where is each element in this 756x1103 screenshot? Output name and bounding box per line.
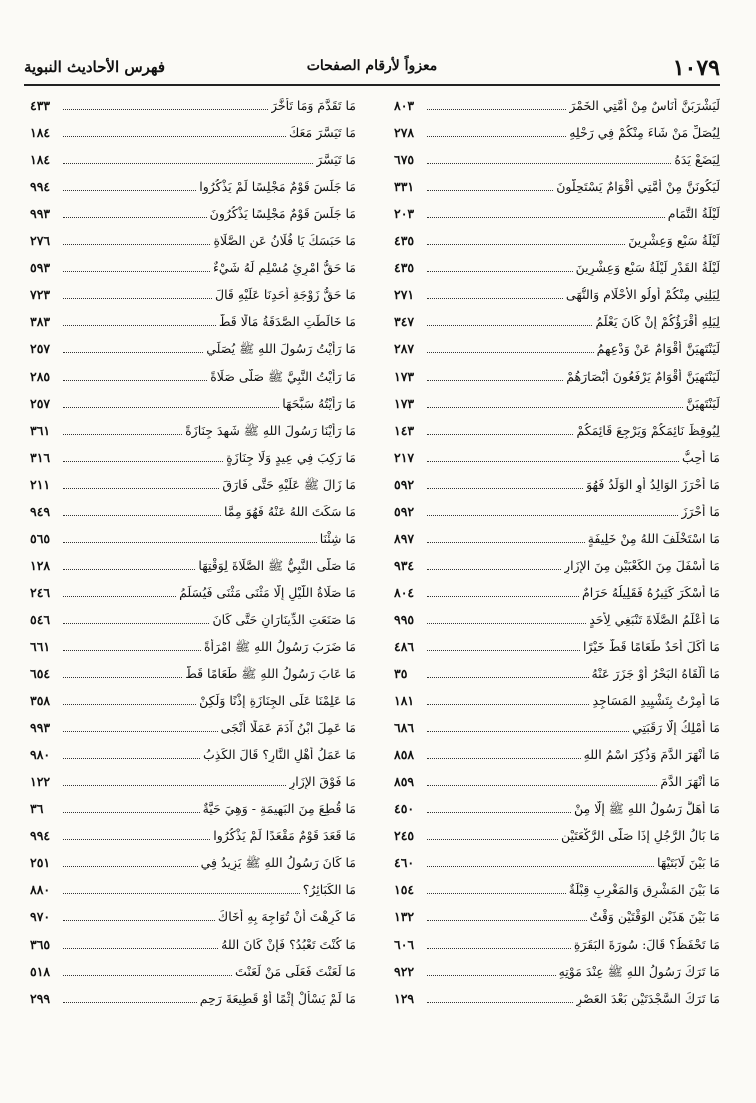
page-reference: ٩٩٤ (30, 179, 51, 195)
hadith-incipit: لَيَكُونَنَّ مِنْ أُمَّتِي أَقْوَامٌ يَسْتَحِلُّونَ (556, 179, 720, 195)
index-entry (30, 576, 356, 603)
hadith-incipit: لِيَضَعْ يَدَهُ (674, 152, 720, 168)
index-entry (30, 441, 356, 468)
hadith-incipit: مَا جَلَسَ قَوْمٌ مَجْلِسًا لَمْ يَذْكُرُوا (199, 179, 356, 195)
index-entry (394, 332, 720, 359)
hadith-incipit: مَا عَلِمْنَا عَلَى الجِنَازَةِ إِذْنًا وَلَكِنْ (199, 693, 356, 709)
page-reference: ٩٩٣ (30, 206, 51, 222)
hadith-incipit: مَا أَحْرَزَ الوَالِدُ أَوِ الوَلَدُ فَهُوَ (586, 476, 720, 492)
index-entry (394, 711, 720, 738)
index-entry (394, 549, 720, 576)
leader-dots (63, 136, 286, 137)
index-entry (30, 603, 356, 630)
page-reference: ٢٥٧ (30, 341, 51, 357)
index-entry (30, 630, 356, 657)
page-header (24, 54, 720, 86)
index-entry (30, 549, 356, 576)
header-section-title: فهرس الأحاديث النبوية (24, 58, 166, 76)
leader-dots (427, 407, 683, 408)
page-reference: ٢٨٥ (30, 368, 51, 384)
page-reference: ٩٩٣ (30, 720, 51, 736)
index-column-right (394, 89, 720, 1009)
index-entry (394, 414, 720, 441)
page-reference: ٨٥٨ (394, 747, 415, 763)
leader-dots (63, 190, 196, 191)
page-reference: ٩٧٠ (30, 909, 51, 925)
hadith-incipit: مَا أَحْرَزَ (681, 503, 720, 519)
index-entry (394, 927, 720, 954)
hadith-incipit: لَيْلَةُ القَدْرِ لَيْلَةُ سَبْعٍ وَعِشْرِينَ (575, 260, 720, 276)
page-reference: ٥٩٢ (394, 503, 415, 519)
leader-dots (63, 515, 221, 516)
index-entry (30, 414, 356, 441)
index-entry (30, 197, 356, 224)
leader-dots (427, 380, 563, 381)
page-reference: ٨٠٣ (394, 98, 415, 114)
index-entry (30, 765, 356, 792)
hadith-incipit: لَيْلَةُ التَّمَامِ (667, 206, 720, 222)
leader-dots (427, 515, 678, 516)
leader-dots (63, 948, 218, 949)
index-entry (30, 846, 356, 873)
hadith-incipit: مَا قُطِعَ مِنَ البَهِيمَةِ - وَهِيَ حَيَّةٌ (202, 801, 356, 817)
hadith-incipit: لِيَلِهِ أَقْرَؤُكُمْ إِنْ كَانَ يَعْلَمُ (595, 314, 720, 330)
page-reference: ١٢٨ (30, 557, 51, 573)
index-entry (394, 143, 720, 170)
page-reference: ٢٥١ (30, 855, 51, 871)
leader-dots (427, 650, 580, 651)
index-entry (30, 657, 356, 684)
leader-dots (63, 109, 268, 110)
index-entry (394, 116, 720, 143)
page-reference: ٨٩٧ (394, 530, 415, 546)
leader-dots (427, 217, 665, 218)
hadith-incipit: مَا أَسْفَلَ مِنَ الكَعْبَيْنِ مِنَ الإِزَارِ (564, 557, 720, 573)
page-reference: ٩٤٩ (30, 503, 51, 519)
index-entry (30, 495, 356, 522)
hadith-incipit: لَيَشْرَبَنَّ أُنَاسٌ مِنْ أُمَّتِي الخَمْرَ (569, 98, 720, 114)
index-entry (394, 630, 720, 657)
page-reference: ١٧٣ (394, 368, 415, 384)
page-reference: ٩٢٢ (394, 963, 415, 979)
hadith-incipit: مَا كَانَ رَسُولُ اللهِ ﷺ يَزِيدُ فِي (200, 855, 356, 871)
leader-dots (63, 812, 200, 813)
index-entry (30, 738, 356, 765)
page-reference: ١٣٢ (394, 909, 415, 925)
index-entry (30, 224, 356, 251)
index-entry (394, 955, 720, 982)
hadith-incipit: مَا بَيْنَ لَابَتَيْهَا (657, 855, 720, 871)
index-entry (30, 711, 356, 738)
page-reference: ٢٧٦ (30, 233, 51, 249)
page-reference: ٩٩٥ (394, 611, 415, 627)
page-reference: ١٨٤ (30, 152, 51, 168)
hadith-incipit: مَا أَلْقَاهُ البَحْرُ أَوْ جَزَرَ عَنْهُ (591, 666, 720, 682)
page-reference: ١٧٣ (394, 395, 415, 411)
leader-dots (427, 325, 592, 326)
page-reference: ٢٤٦ (30, 584, 51, 600)
index-entry (30, 792, 356, 819)
hadith-incipit: مَا ضَرَبَ رَسُولُ اللهِ ﷺ امْرَأَةً (203, 638, 356, 654)
index-entry (30, 522, 356, 549)
hadith-incipit: مَا لَمْ يَسْأَلْ إِثْمًا أَوْ قَطِيعَةَ رَحِمٍ (199, 990, 356, 1006)
page-reference: ١٢٩ (394, 990, 415, 1006)
leader-dots (427, 1002, 573, 1003)
hadith-incipit: مَا صَنَعَتِ الدِّينَارَانِ حَتَّى كَانَ (212, 611, 356, 627)
hadith-incipit: مَا رَأَيْتُ النَّبِيَّ ﷺ صَلَّى صَلَاةً (210, 368, 356, 384)
leader-dots (63, 731, 218, 732)
index-entry (394, 576, 720, 603)
hadith-incipit: لَيَنْتَهِيَنَّ (685, 395, 720, 411)
leader-dots (63, 163, 313, 164)
page-reference: ٦٨٦ (394, 720, 415, 736)
index-entry (30, 955, 356, 982)
hadith-incipit: مَا أَهَلَّ رَسُولُ اللهِ ﷺ إِلَّا مِنْ (574, 801, 720, 817)
hadith-incipit: مَا أُحِبُّ (682, 449, 720, 465)
index-entry (30, 116, 356, 143)
page-reference: ٥١٨ (30, 963, 51, 979)
leader-dots (63, 623, 209, 624)
leader-dots (63, 1002, 197, 1003)
hadith-incipit: مَا أَمْلِكُ إِلَّا رَقَبَتِي (632, 720, 720, 736)
leader-dots (427, 136, 566, 137)
leader-dots (427, 758, 581, 759)
hadith-incipit: لَيْلَةُ سَبْعٍ وَعِشْرِينَ (628, 233, 720, 249)
page-reference: ٤٥٠ (394, 801, 415, 817)
leader-dots (427, 596, 579, 597)
hadith-incipit: مَا قَعَدَ قَوْمٌ مَقْعَدًا لَمْ يَذْكُرُوا (213, 828, 356, 844)
hadith-incipit: مَا كُنْتَ تَعْبُدُ؟ فَإِنْ كَانَ اللهُ (221, 936, 356, 952)
index-entry (30, 251, 356, 278)
index-entry (30, 359, 356, 386)
page-reference: ٨٠٤ (394, 584, 415, 600)
index-entry (394, 684, 720, 711)
index-entry (30, 332, 356, 359)
leader-dots (63, 785, 286, 786)
page-reference: ٥٩٣ (30, 260, 51, 276)
hadith-incipit: مَا أَسْكَرَ كَثِيرُهُ فَقَلِيلُهُ حَرَامٌ (582, 584, 720, 600)
index-entry (394, 468, 720, 495)
leader-dots (63, 650, 201, 651)
hadith-incipit: مَا شِئْنَا (319, 530, 356, 546)
page-reference: ٦٠٦ (394, 936, 415, 952)
page-reference: ٥٤٦ (30, 611, 51, 627)
index-entry (394, 278, 720, 305)
page-reference: ٢٧١ (394, 287, 415, 303)
page-reference: ٣٣١ (394, 179, 415, 195)
leader-dots (63, 596, 176, 597)
index-entry (394, 873, 720, 900)
leader-dots (63, 461, 223, 462)
index-entry (30, 927, 356, 954)
index-entry (394, 765, 720, 792)
leader-dots (63, 920, 215, 921)
hadith-incipit: مَا فَوْقَ الإِزَارِ (289, 774, 356, 790)
leader-dots (63, 407, 279, 408)
index-entry (394, 251, 720, 278)
leader-dots (63, 839, 210, 840)
page-reference: ٢١١ (30, 476, 51, 492)
hadith-incipit: مَا الكَبَائِرُ؟ (302, 882, 356, 898)
index-entry (394, 224, 720, 251)
hadith-incipit: مَا أَنْهَرَ الدَّمَ (660, 774, 720, 790)
page-reference: ٢١٧ (394, 449, 415, 465)
page-reference: ٥٦٥ (30, 530, 51, 546)
index-entry (394, 170, 720, 197)
page-reference: ٩٩٤ (30, 828, 51, 844)
index-entry (394, 846, 720, 873)
hadith-incipit: مَا بَيْنَ المَشْرِقِ وَالمَغْرِبِ قِبْلَةٌ (568, 882, 720, 898)
index-entry (30, 873, 356, 900)
hadith-incipit: مَا تَيَسَّرَ (316, 152, 356, 168)
page-reference: ٦٥٤ (30, 666, 51, 682)
leader-dots (427, 785, 657, 786)
index-entry (394, 359, 720, 386)
leader-dots (427, 542, 585, 543)
leader-dots (63, 325, 216, 326)
page-reference: ٦٧٥ (394, 152, 415, 168)
hadith-incipit: مَا تَقَدَّمَ وَمَا تَأَخَّرَ (271, 98, 356, 114)
leader-dots (63, 244, 210, 245)
index-entry (394, 522, 720, 549)
page-reference: ١٤٣ (394, 422, 415, 438)
leader-dots (427, 163, 671, 164)
page-reference: ٤٣٣ (30, 98, 51, 114)
leader-dots (427, 948, 571, 949)
page-reference: ٢٩٩ (30, 990, 51, 1006)
hadith-incipit: مَا صَلَّى النَّبِيُّ ﷺ الصَّلَاةَ لِوَقْتِهَا (198, 557, 356, 573)
hadith-incipit: لِيُوقِظَ نَائِمَكُمْ وَيَرْجِعَ قَائِمَكُمْ (576, 422, 720, 438)
page-reference: ١٨١ (394, 693, 415, 709)
hadith-incipit: مَا تَحْفَظُ؟ قَالَ: سُورَةَ البَقَرَةِ (573, 936, 720, 952)
hadith-incipit: مَا عَابَ رَسُولُ اللهِ ﷺ طَعَامًا قَطُّ (185, 666, 356, 682)
page-reference: ٣٦١ (30, 422, 51, 438)
hadith-incipit: مَا حَبَسَكَ يَا فُلَانُ عَنِ الصَّلَاةِ (213, 233, 356, 249)
index-entry (30, 305, 356, 332)
index-entry (394, 982, 720, 1009)
hadith-incipit: مَا أَنْهَرَ الدَّمَ وَذُكِرَ اسْمُ اللهِ (583, 747, 720, 763)
leader-dots (427, 461, 679, 462)
page-reference: ٤٣٥ (394, 260, 415, 276)
leader-dots (427, 839, 558, 840)
leader-dots (63, 298, 212, 299)
page-reference: ٣١٦ (30, 449, 51, 465)
index-entry (394, 819, 720, 846)
leader-dots (427, 271, 573, 272)
page-reference: ٨٨٠ (30, 882, 51, 898)
index-entry (30, 982, 356, 1009)
hadith-incipit: مَا بَيْنَ هَذَيْنِ الوَقْتَيْنِ وَقْتٌ (589, 909, 720, 925)
leader-dots (63, 569, 195, 570)
leader-dots (63, 542, 317, 543)
hadith-incipit: مَا سَكَتَ اللهُ عَنْهُ فَهُوَ مِمَّا (223, 503, 356, 519)
index-entry (30, 143, 356, 170)
page-reference: ٢٠٣ (394, 206, 415, 222)
page-reference: ٢٤٥ (394, 828, 415, 844)
leader-dots (427, 975, 556, 976)
hadith-incipit: مَا رَأَيْتُهُ سَبَّحَهَا (282, 395, 356, 411)
leader-dots (427, 298, 563, 299)
page-reference: ٣٦٥ (30, 936, 51, 952)
page-reference: ٣٨٣ (30, 314, 51, 330)
leader-dots (63, 434, 182, 435)
page-reference: ٧٢٣ (30, 287, 51, 303)
leader-dots (63, 704, 196, 705)
leader-dots (427, 866, 654, 867)
hadith-incipit: مَا تَيَسَّرَ مَعَكَ (288, 125, 356, 141)
hadith-incipit: مَا أَعْلَمُ الصَّلَاةَ تَنْبَغِي لِأَحَدٍ (589, 611, 720, 627)
leader-dots (63, 758, 200, 759)
index-entry (30, 170, 356, 197)
hadith-incipit: مَا رَكِبَ فِي عِيدٍ وَلَا جِنَازَةٍ (226, 449, 356, 465)
hadith-incipit: مَا رَأَيْتُ رَسُولَ اللهِ ﷺ يُصَلِّي (206, 341, 356, 357)
index-entry (394, 387, 720, 414)
page-reference: ٤٨٦ (394, 638, 415, 654)
page-reference: ١٢٢ (30, 774, 51, 790)
page-reference: ٣٥٨ (30, 693, 51, 709)
leader-dots (427, 893, 566, 894)
leader-dots (63, 217, 207, 218)
hadith-incipit: مَا كَرِهْتَ أَنْ تُوَاجِهَ بِهِ أَخَاكَ (217, 909, 356, 925)
leader-dots (427, 109, 566, 110)
index-entry (394, 738, 720, 765)
index-entry (30, 900, 356, 927)
index-entry (30, 684, 356, 711)
hadith-incipit: لَيَنْتَهِيَنَّ أَقْوَامٌ يَرْفَعُونَ أَبْصَارَهُمْ (566, 368, 720, 384)
index-entry (394, 197, 720, 224)
hadith-incipit: مَا حَقُّ زَوْجَةِ أَحَدِنَا عَلَيْهِ قَالَ (214, 287, 356, 303)
leader-dots (63, 488, 219, 489)
leader-dots (427, 488, 583, 489)
hadith-incipit: مَا خَالَطَتِ الصَّدَقَةُ مَالًا قَطُّ (218, 314, 356, 330)
page-reference: ٢٨٧ (394, 341, 415, 357)
hadith-incipit: مَا تَرَكَ السَّجْدَتَيْنِ بَعْدَ العَصْرِ (575, 990, 720, 1006)
index-entry (394, 495, 720, 522)
hadith-incipit: لَيَنْتَهِيَنَّ أَقْوَامٌ عَنْ وَدْعِهِمُ (596, 341, 720, 357)
page-reference: ٢٧٨ (394, 125, 415, 141)
page-reference: ٣٤٧ (394, 314, 415, 330)
leader-dots (427, 623, 586, 624)
leader-dots (427, 812, 571, 813)
index-entry (394, 792, 720, 819)
leader-dots (427, 569, 561, 570)
hadith-incipit: مَا اسْتَخْلَفَ اللهُ مِنْ خَلِيفَةٍ (587, 530, 720, 546)
leader-dots (63, 271, 210, 272)
leader-dots (427, 190, 553, 191)
hadith-incipit: لِيُصَلِّ مَنْ شَاءَ مِنْكُمْ فِي رَحْلِهِ (569, 125, 720, 141)
leader-dots (63, 380, 207, 381)
hadith-incipit: مَا لَعَنْتَ فَعَلَى مَنْ لَعَنْتَ (235, 963, 356, 979)
leader-dots (427, 920, 587, 921)
index-entry (394, 305, 720, 332)
index-entry (394, 603, 720, 630)
index-entry (394, 89, 720, 116)
leader-dots (63, 975, 232, 976)
page-number: ١٠٧٩ (672, 55, 720, 81)
leader-dots (63, 677, 182, 678)
index-entry (30, 278, 356, 305)
page-reference: ١٨٤ (30, 125, 51, 141)
index-entry (30, 468, 356, 495)
page-reference: ١٥٤ (394, 882, 415, 898)
index-entry (394, 441, 720, 468)
leader-dots (427, 434, 573, 435)
leader-dots (427, 704, 589, 705)
page-reference: ٣٥ (394, 666, 408, 682)
hadith-incipit: مَا بَالُ الرَّجُلِ إِذَا صَلَّى الرَّكْعَتَيْنِ (560, 828, 720, 844)
leader-dots (427, 677, 589, 678)
index-entry (30, 89, 356, 116)
page-reference: ٩٨٠ (30, 747, 51, 763)
hadith-incipit: مَا صَلَاةُ اللَّيْلِ إِلَّا مَثْنَى مَثْنَى فَيُسَلِّمُ (179, 584, 356, 600)
index-entry (30, 387, 356, 414)
page-reference: ٥٩٢ (394, 476, 415, 492)
index-entry (394, 657, 720, 684)
page-reference: ٣٦ (30, 801, 44, 817)
page-reference: ٨٥٩ (394, 774, 415, 790)
hadith-incipit: مَا أُمِرْتُ بِتَشْيِيدِ المَسَاجِدِ (592, 693, 720, 709)
index-entry (30, 819, 356, 846)
page-reference: ٤٦٠ (394, 855, 415, 871)
leader-dots (427, 352, 594, 353)
hadith-incipit: مَا عَمِلَ ابْنُ آدَمَ عَمَلًا أَنْجَى (220, 720, 356, 736)
hadith-incipit: مَا جَلَسَ قَوْمٌ مَجْلِسًا يَذْكُرُونَ (209, 206, 356, 222)
hadith-incipit: مَا رَأَيْنَا رَسُولَ اللهِ ﷺ شَهِدَ جِنَازَةً (185, 422, 356, 438)
index-entry (394, 900, 720, 927)
page-reference: ٩٣٤ (394, 557, 415, 573)
hadith-incipit: مَا تَرَكَ رَسُولُ اللهِ ﷺ عِنْدَ مَوْتِهِ (558, 963, 720, 979)
leader-dots (427, 244, 625, 245)
header-center-title: معزواً لأرقام الصفحات (306, 58, 438, 74)
hadith-incipit: مَا أَكَلَ أَحَدٌ طَعَامًا قَطُّ خَيْرًا (582, 638, 720, 654)
hadith-incipit: مَا عَمَلُ أَهْلِ النَّارِ؟ قَالَ الكَذِبُ (203, 747, 356, 763)
leader-dots (63, 866, 198, 867)
page-reference: ٢٥٧ (30, 395, 51, 411)
hadith-incipit: لِيَلِنِي مِنْكُمْ أُولُو الأَحْلَامِ وَالنُّهَى (565, 287, 720, 303)
page-reference: ٤٣٥ (394, 233, 415, 249)
index-column-left (30, 89, 356, 1009)
hadith-incipit: مَا زَالَ ﷺ عَلَيْهِ حَتَّى فَارَقَ (222, 476, 356, 492)
leader-dots (427, 731, 629, 732)
leader-dots (63, 893, 300, 894)
hadith-incipit: مَا حَقُّ امْرِئٍ مُسْلِمٍ لَهُ شَيْءٌ (213, 260, 356, 276)
page-reference: ٦٦١ (30, 638, 51, 654)
leader-dots (63, 352, 203, 353)
